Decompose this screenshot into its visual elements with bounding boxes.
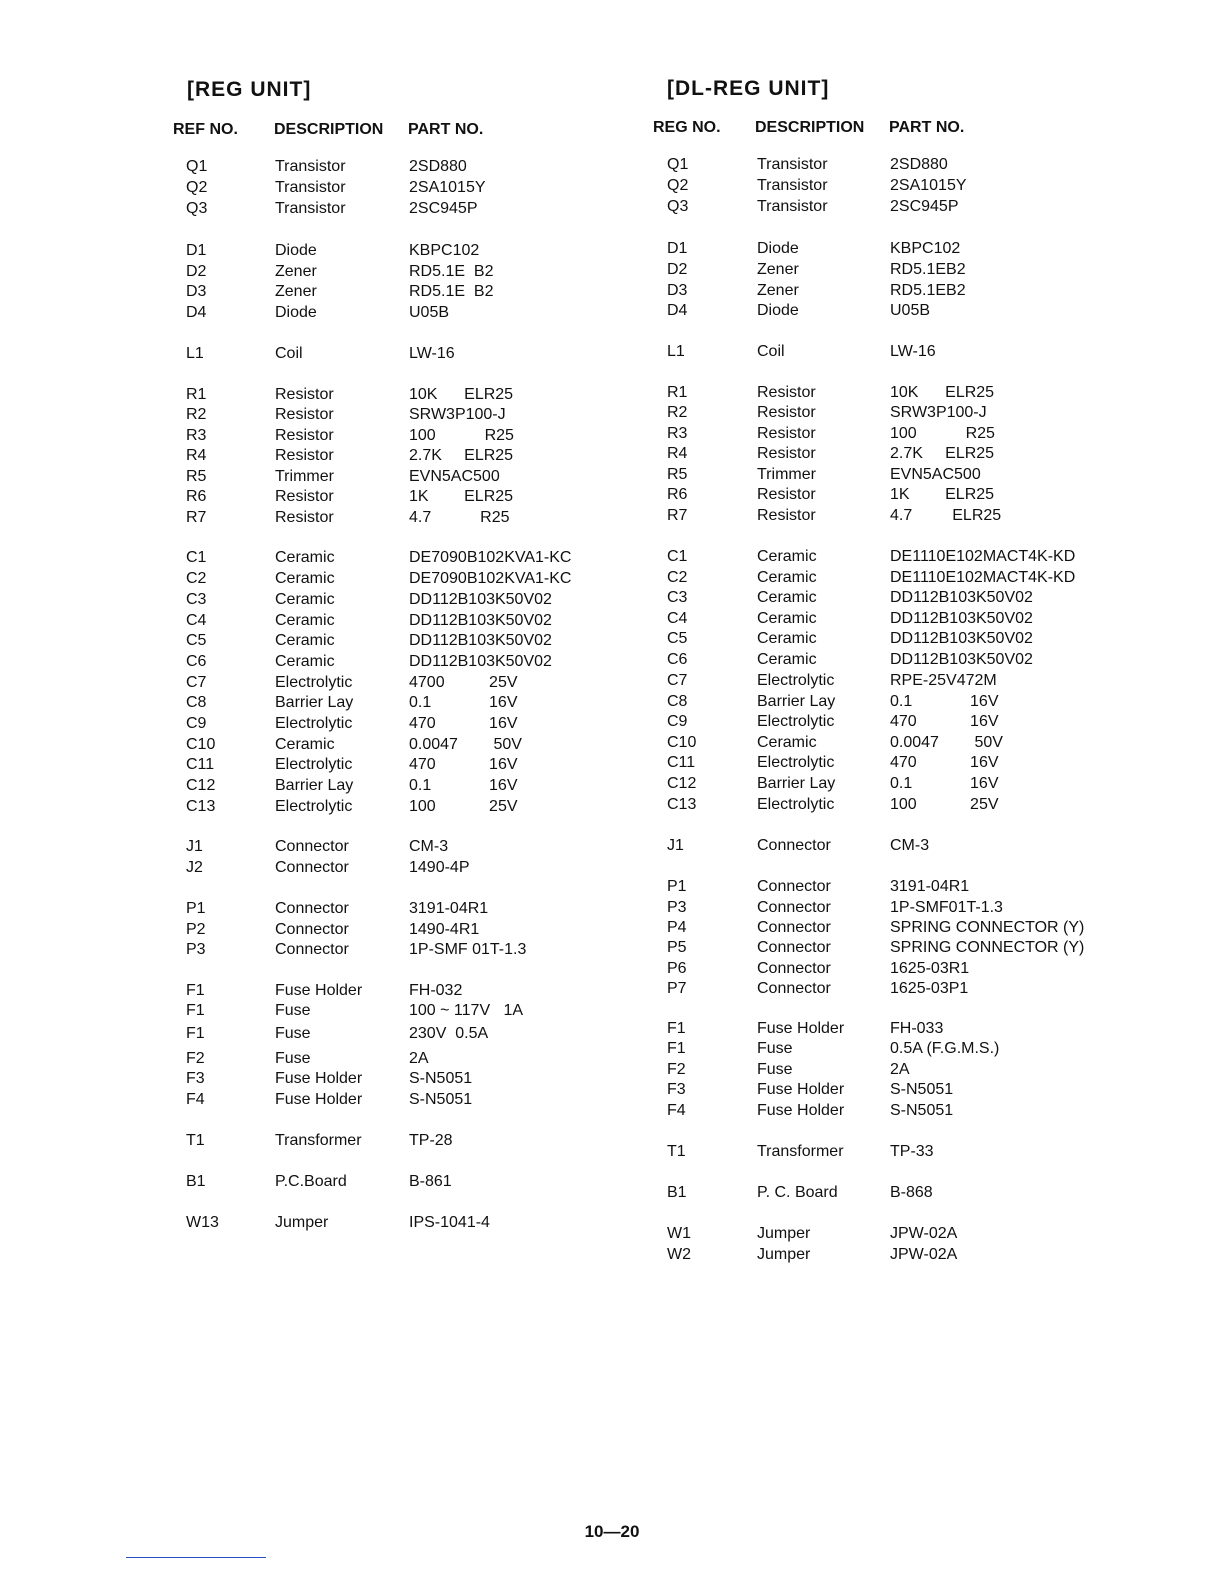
description-cell: Resistor — [757, 404, 816, 421]
ref-cell: C3 — [186, 591, 207, 608]
part-number-cell: TP-28 — [409, 1132, 453, 1149]
description-cell: Zener — [275, 263, 317, 280]
ref-cell: C12 — [186, 777, 216, 794]
col-header-ref: REF NO. — [173, 121, 238, 138]
ref-cell: F2 — [186, 1050, 205, 1067]
description-cell: Electrolytic — [275, 715, 353, 732]
part-number-cell: 0.0047 50V — [409, 736, 522, 753]
ref-cell: J1 — [667, 837, 684, 854]
part-number-cell: 100 25V — [409, 798, 518, 815]
ref-cell: C2 — [667, 569, 688, 586]
part-number-cell: DD112B103K50V02 — [409, 591, 552, 608]
ref-cell: T1 — [186, 1132, 205, 1149]
ref-cell: Q1 — [667, 156, 689, 173]
description-cell: Connector — [275, 941, 349, 958]
part-number-cell: 470 16V — [890, 713, 999, 730]
ref-cell: C11 — [667, 754, 696, 771]
ref-cell: D4 — [667, 302, 688, 319]
description-cell: Ceramic — [275, 591, 335, 608]
ref-cell: D1 — [667, 240, 688, 257]
description-cell: Fuse Holder — [275, 1070, 363, 1087]
ref-cell: J1 — [186, 838, 203, 855]
description-cell: Connector — [757, 878, 831, 895]
description-cell: P. C. Board — [757, 1184, 838, 1201]
part-number-cell: SRW3P100-J — [890, 404, 987, 421]
description-cell: Resistor — [275, 488, 334, 505]
ref-cell: P2 — [186, 921, 206, 938]
part-number-cell: 10K ELR25 — [409, 386, 514, 403]
unit-title: [DL-REG UNIT] — [667, 77, 830, 100]
ref-cell: C8 — [667, 693, 688, 710]
ref-cell: F3 — [186, 1070, 205, 1087]
part-number-cell: FH-033 — [890, 1020, 944, 1037]
description-cell: Resistor — [275, 406, 334, 423]
description-cell: Jumper — [757, 1225, 811, 1242]
description-cell: Transistor — [275, 179, 346, 196]
ref-cell: C2 — [186, 570, 207, 587]
part-number-cell: DE1110E102MACT4K-KD — [890, 548, 1076, 565]
part-number-cell: S-N5051 — [409, 1091, 473, 1108]
description-cell: Zener — [275, 283, 317, 300]
ref-cell: R4 — [667, 445, 688, 462]
description-cell: Barrier Lay — [275, 777, 354, 794]
ref-cell: W1 — [667, 1225, 691, 1242]
description-cell: Resistor — [757, 445, 816, 462]
ref-cell: P5 — [667, 939, 687, 956]
part-number-cell: 2A — [890, 1061, 910, 1078]
ref-cell: W13 — [186, 1214, 219, 1231]
ref-cell: R2 — [667, 404, 688, 421]
ref-cell: R6 — [667, 486, 688, 503]
part-number-cell: 100 ~ 117V 1A — [409, 1002, 524, 1019]
description-cell: Jumper — [757, 1246, 811, 1263]
part-number-cell: 100 R25 — [409, 427, 514, 444]
part-number-cell: 0.1 16V — [890, 693, 999, 710]
ref-cell: F1 — [186, 1002, 205, 1019]
description-cell: Resistor — [275, 447, 334, 464]
part-number-cell: LW-16 — [409, 345, 455, 362]
description-cell: Trimmer — [275, 468, 334, 485]
ref-cell: C13 — [667, 796, 697, 813]
description-cell: Connector — [275, 859, 349, 876]
ref-cell: R5 — [667, 466, 688, 483]
description-cell: Fuse — [757, 1061, 793, 1078]
part-number-cell: 0.1 16V — [409, 777, 518, 794]
description-cell: Fuse Holder — [757, 1081, 845, 1098]
ref-cell: C8 — [186, 694, 207, 711]
part-number-cell: 2A — [409, 1050, 429, 1067]
description-cell: Ceramic — [757, 548, 817, 565]
description-cell: Ceramic — [757, 610, 817, 627]
part-number-cell: SPRING CONNECTOR (Y) — [890, 919, 1085, 936]
description-cell: Ceramic — [757, 589, 817, 606]
ref-cell: C5 — [667, 630, 688, 647]
ref-cell: R2 — [186, 406, 207, 423]
part-number-cell: RD5.1EB2 — [890, 261, 966, 278]
divider-line — [126, 1557, 266, 1558]
ref-cell: R3 — [667, 425, 688, 442]
description-cell: Diode — [275, 242, 317, 259]
part-number-cell: 0.5A (F.G.M.S.) — [890, 1040, 1000, 1057]
description-cell: Ceramic — [275, 570, 335, 587]
ref-cell: D3 — [667, 282, 688, 299]
part-number-cell: DD112B103K50V02 — [409, 653, 552, 670]
description-cell: Transistor — [757, 177, 828, 194]
description-cell: Resistor — [275, 509, 334, 526]
description-cell: Connector — [757, 919, 831, 936]
ref-cell: Q2 — [186, 179, 208, 196]
description-cell: Ceramic — [757, 569, 817, 586]
ref-cell: R7 — [186, 509, 207, 526]
ref-cell: J2 — [186, 859, 203, 876]
part-number-cell: RD5.1E B2 — [409, 283, 494, 300]
part-number-cell: 1490-4P — [409, 859, 470, 876]
description-cell: Zener — [757, 282, 799, 299]
description-cell: Transistor — [757, 156, 828, 173]
description-cell: Coil — [275, 345, 303, 362]
description-cell: Electrolytic — [757, 672, 835, 689]
unit-title: [REG UNIT] — [187, 78, 312, 101]
ref-cell: D2 — [667, 261, 688, 278]
part-number-cell: U05B — [409, 304, 450, 321]
ref-cell: Q3 — [186, 200, 208, 217]
description-cell: Electrolytic — [275, 798, 353, 815]
ref-cell: P4 — [667, 919, 687, 936]
description-cell: Transformer — [757, 1143, 844, 1160]
ref-cell: P3 — [186, 941, 206, 958]
part-number-cell: 100 25V — [890, 796, 999, 813]
part-number-cell: 3191-04R1 — [409, 900, 489, 917]
description-cell: Connector — [757, 960, 831, 977]
description-cell: Coil — [757, 343, 785, 360]
part-number-cell: B-861 — [409, 1173, 452, 1190]
ref-cell: R3 — [186, 427, 207, 444]
ref-cell: C13 — [186, 798, 216, 815]
part-number-cell: S-N5051 — [409, 1070, 473, 1087]
ref-cell: B1 — [667, 1184, 687, 1201]
description-cell: Connector — [275, 838, 349, 855]
part-number-cell: SRW3P100-J — [409, 406, 506, 423]
description-cell: Resistor — [757, 486, 816, 503]
part-number-cell: 2.7K ELR25 — [409, 447, 514, 464]
part-number-cell: DD112B103K50V02 — [890, 610, 1033, 627]
part-number-cell: TP-33 — [890, 1143, 934, 1160]
ref-cell: D3 — [186, 283, 207, 300]
part-number-cell: IPS-1041-4 — [409, 1214, 490, 1231]
part-number-cell: CM-3 — [409, 838, 449, 855]
ref-cell: F2 — [667, 1061, 686, 1078]
part-number-cell: 0.1 16V — [890, 775, 999, 792]
ref-cell: L1 — [667, 343, 685, 360]
ref-cell: C4 — [186, 612, 207, 629]
description-cell: Resistor — [275, 386, 334, 403]
part-number-cell: KBPC102 — [890, 240, 961, 257]
part-number-cell: 2SD880 — [890, 156, 948, 173]
description-cell: Barrier Lay — [757, 775, 836, 792]
part-number-cell: 1K ELR25 — [409, 488, 514, 505]
ref-cell: B1 — [186, 1173, 206, 1190]
ref-cell: D2 — [186, 263, 207, 280]
description-cell: Fuse Holder — [275, 1091, 363, 1108]
description-cell: Ceramic — [757, 651, 817, 668]
part-number-cell: 1K ELR25 — [890, 486, 995, 503]
ref-cell: F4 — [667, 1102, 686, 1119]
ref-cell: C12 — [667, 775, 697, 792]
part-number-cell: RD5.1E B2 — [409, 263, 494, 280]
description-cell: Trimmer — [757, 466, 816, 483]
part-number-cell: SPRING CONNECTOR (Y) — [890, 939, 1085, 956]
ref-cell: F1 — [667, 1020, 686, 1037]
description-cell: Ceramic — [275, 736, 335, 753]
part-number-cell: 1625-03P1 — [890, 980, 969, 997]
part-number-cell: B-868 — [890, 1184, 933, 1201]
col-header-description: DESCRIPTION — [274, 121, 384, 138]
description-cell: Barrier Lay — [275, 694, 354, 711]
ref-cell: C1 — [186, 549, 207, 566]
part-number-cell: 3191-04R1 — [890, 878, 970, 895]
ref-cell: C5 — [186, 632, 207, 649]
description-cell: Connector — [275, 921, 349, 938]
ref-cell: P6 — [667, 960, 687, 977]
ref-cell: W2 — [667, 1246, 691, 1263]
description-cell: Ceramic — [757, 630, 817, 647]
description-cell: Connector — [757, 899, 831, 916]
part-number-cell: 470 16V — [409, 715, 518, 732]
ref-cell: R1 — [667, 384, 688, 401]
description-cell: Electrolytic — [757, 796, 835, 813]
ref-cell: C6 — [186, 653, 207, 670]
part-number-cell: S-N5051 — [890, 1102, 954, 1119]
ref-cell: F1 — [186, 1025, 205, 1042]
part-number-cell: 1625-03R1 — [890, 960, 970, 977]
ref-cell: C4 — [667, 610, 688, 627]
description-cell: Fuse — [275, 1025, 311, 1042]
col-header-ref: REG NO. — [653, 119, 721, 136]
ref-cell: F1 — [186, 982, 205, 999]
ref-cell: P3 — [667, 899, 687, 916]
description-cell: Jumper — [275, 1214, 329, 1231]
description-cell: Resistor — [757, 507, 816, 524]
part-number-cell: DE7090B102KVA1-KC — [409, 570, 572, 587]
description-cell: Ceramic — [275, 653, 335, 670]
part-number-cell: DD112B103K50V02 — [409, 612, 552, 629]
description-cell: Zener — [757, 261, 799, 278]
part-number-cell: DE7090B102KVA1-KC — [409, 549, 572, 566]
ref-cell: P7 — [667, 980, 687, 997]
description-cell: Connector — [275, 900, 349, 917]
ref-cell: D4 — [186, 304, 207, 321]
part-number-cell: 2SC945P — [890, 198, 959, 215]
part-number-cell: LW-16 — [890, 343, 936, 360]
ref-cell: C7 — [667, 672, 688, 689]
col-header-part: PART NO. — [408, 121, 484, 138]
part-number-cell: 470 16V — [890, 754, 999, 771]
part-number-cell: 1P-SMF01T-1.3 — [890, 899, 1003, 916]
part-number-cell: 1P-SMF 01T-1.3 — [409, 941, 527, 958]
description-cell: Connector — [757, 980, 831, 997]
part-number-cell: S-N5051 — [890, 1081, 954, 1098]
description-cell: Ceramic — [275, 612, 335, 629]
description-cell: Electrolytic — [275, 756, 353, 773]
description-cell: Resistor — [275, 427, 334, 444]
description-cell: Electrolytic — [757, 713, 835, 730]
part-number-cell: DD112B103K50V02 — [890, 630, 1033, 647]
description-cell: Transistor — [275, 158, 346, 175]
description-cell: Ceramic — [275, 549, 335, 566]
part-number-cell: 4.7 ELR25 — [890, 507, 1002, 524]
part-number-cell: 4.7 R25 — [409, 509, 510, 526]
part-number-cell: 2SD880 — [409, 158, 467, 175]
ref-cell: C7 — [186, 674, 207, 691]
part-number-cell: 2SA1015Y — [890, 177, 967, 194]
ref-cell: R7 — [667, 507, 688, 524]
part-number-cell: 470 16V — [409, 756, 518, 773]
description-cell: Connector — [757, 939, 831, 956]
ref-cell: C10 — [667, 734, 697, 751]
part-number-cell: DE1110E102MACT4K-KD — [890, 569, 1076, 586]
part-number-cell: KBPC102 — [409, 242, 480, 259]
description-cell: Diode — [757, 240, 799, 257]
part-number-cell: JPW-02A — [890, 1225, 958, 1242]
description-cell: Connector — [757, 837, 831, 854]
description-cell: Diode — [757, 302, 799, 319]
description-cell: Diode — [275, 304, 317, 321]
description-cell: Resistor — [757, 384, 816, 401]
part-number-cell: 0.0047 50V — [890, 734, 1003, 751]
part-number-cell: DD112B103K50V02 — [890, 651, 1033, 668]
ref-cell: T1 — [667, 1143, 686, 1160]
description-cell: Electrolytic — [757, 754, 835, 771]
part-number-cell: 2SA1015Y — [409, 179, 486, 196]
ref-cell: P1 — [667, 878, 687, 895]
col-header-description: DESCRIPTION — [755, 119, 865, 136]
ref-cell: F3 — [667, 1081, 686, 1098]
part-number-cell: JPW-02A — [890, 1246, 958, 1263]
ref-cell: L1 — [186, 345, 204, 362]
part-number-cell: CM-3 — [890, 837, 930, 854]
description-cell: Resistor — [757, 425, 816, 442]
ref-cell: C6 — [667, 651, 688, 668]
part-number-cell: 100 R25 — [890, 425, 995, 442]
part-number-cell: 230V 0.5A — [409, 1025, 489, 1042]
ref-cell: R6 — [186, 488, 207, 505]
part-number-cell: DD112B103K50V02 — [890, 589, 1033, 606]
ref-cell: C1 — [667, 548, 688, 565]
description-cell: Barrier Lay — [757, 693, 836, 710]
description-cell: Transistor — [757, 198, 828, 215]
ref-cell: C11 — [186, 756, 215, 773]
description-cell: P.C.Board — [275, 1173, 347, 1190]
ref-cell: Q3 — [667, 198, 689, 215]
part-number-cell: U05B — [890, 302, 931, 319]
description-cell: Transformer — [275, 1132, 362, 1149]
description-cell: Electrolytic — [275, 674, 353, 691]
description-cell: Ceramic — [275, 632, 335, 649]
description-cell: Fuse Holder — [275, 982, 363, 999]
ref-cell: C9 — [186, 715, 207, 732]
ref-cell: Q1 — [186, 158, 208, 175]
ref-cell: C9 — [667, 713, 688, 730]
part-number-cell: 2.7K ELR25 — [890, 445, 995, 462]
ref-cell: F4 — [186, 1091, 205, 1108]
part-number-cell: 4700 25V — [409, 674, 518, 691]
description-cell: Fuse Holder — [757, 1020, 845, 1037]
part-number-cell: RD5.1EB2 — [890, 282, 966, 299]
part-number-cell: 2SC945P — [409, 200, 478, 217]
part-number-cell: 0.1 16V — [409, 694, 518, 711]
part-number-cell: FH-032 — [409, 982, 463, 999]
part-number-cell: RPE-25V472M — [890, 672, 997, 689]
description-cell: Fuse Holder — [757, 1102, 845, 1119]
ref-cell: P1 — [186, 900, 206, 917]
ref-cell: R4 — [186, 447, 207, 464]
part-number-cell: 1490-4R1 — [409, 921, 480, 938]
ref-cell: C3 — [667, 589, 688, 606]
ref-cell: R5 — [186, 468, 207, 485]
description-cell: Transistor — [275, 200, 346, 217]
part-number-cell: DD112B103K50V02 — [409, 632, 552, 649]
ref-cell: F1 — [667, 1040, 686, 1057]
part-number-cell: EVN5AC500 — [409, 468, 500, 485]
ref-cell: Q2 — [667, 177, 689, 194]
ref-cell: C10 — [186, 736, 216, 753]
part-number-cell: EVN5AC500 — [890, 466, 981, 483]
part-number-cell: 10K ELR25 — [890, 384, 995, 401]
col-header-part: PART NO. — [889, 119, 965, 136]
description-cell: Fuse — [757, 1040, 793, 1057]
ref-cell: D1 — [186, 242, 207, 259]
description-cell: Fuse — [275, 1002, 311, 1019]
description-cell: Fuse — [275, 1050, 311, 1067]
ref-cell: R1 — [186, 386, 207, 403]
description-cell: Ceramic — [757, 734, 817, 751]
page-number: 10—20 — [584, 1522, 640, 1541]
